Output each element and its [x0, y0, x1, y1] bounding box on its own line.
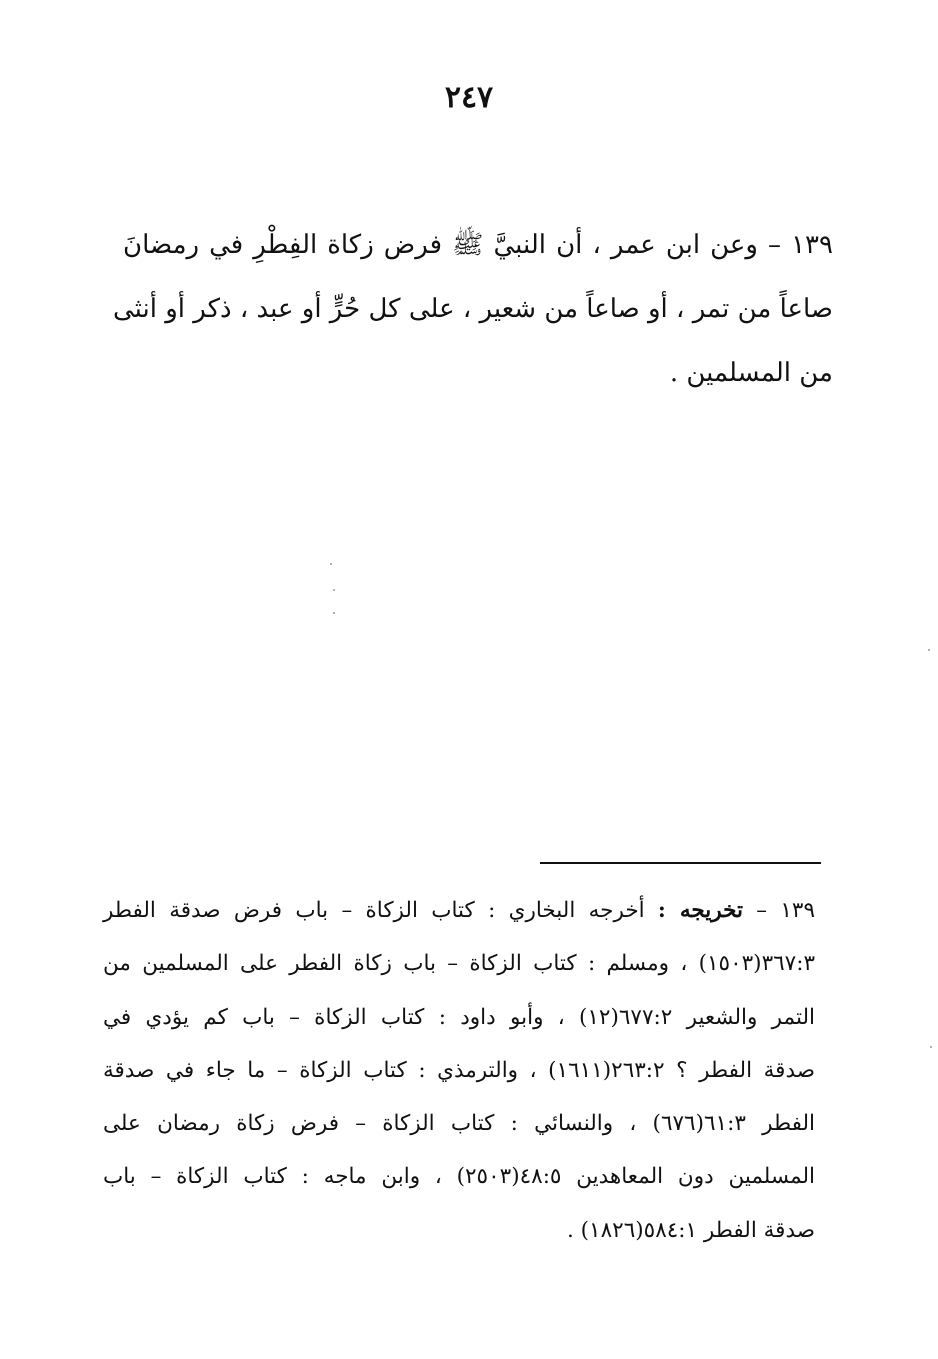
- footnote-line-4: صدقة الفطر ؟ ٢٦٣:٢(١٦١١) ، والترمذي : كتاب الزكاة – ما جاء في صدقة: [103, 1057, 815, 1083]
- footnote-line-5: الفطر ٦١:٣(٦٧٦) ، والنسائي : كتاب الزكاة – فرض زكاة رمضان على: [103, 1111, 816, 1137]
- footnote-line-3: التمر والشعير ٦٧٧:٢(١٢) ، وأبو داود : كتاب الزكاة – باب كم يؤدي في: [103, 1004, 815, 1030]
- footnote-line-6: المسلمين دون المعاهدين ٤٨:٥(٢٥٠٣) ، وابن ماجه : كتاب الزكاة – باب: [103, 1164, 815, 1190]
- hadith-text: [112, 213, 833, 405]
- scan-speck: [333, 612, 335, 614]
- footnote-number: ١٣٩ –: [742, 898, 815, 923]
- footnote-label: تخريجه :: [657, 898, 743, 923]
- footnote-line-1-text: أخرجه البخاري : كتاب الزكاة – باب فرض صدقة الفطر: [103, 898, 658, 923]
- scan-speck: [930, 1046, 932, 1048]
- footnote-separator: [540, 862, 821, 864]
- footnote-line-2: ٣٦٧:٣(١٥٠٣) ، ومسلم : كتاب الزكاة – باب زكاة الفطر على المسلمين من: [103, 951, 815, 977]
- footnote-line-1: [103, 884, 815, 937]
- hadith-line-1: ١٣٩ – وعن ابن عمر ، أن النبيَّ ﷺ فرض زكاة الفِطْرِ في رمضانَ: [123, 230, 833, 260]
- footnote-line-7: صدقة الفطر ٥٨٤:١(١٨٢٦) .: [566, 1217, 815, 1243]
- page-number: ٢٤٧: [444, 80, 494, 115]
- hadith-line-3: من المسلمين .: [669, 358, 833, 388]
- hadith-line-2: صاعاً من تمر ، أو صاعاً من شعير ، على كل حُرٍّ أو عبد ، ذكر أو أنثى: [112, 294, 833, 324]
- scan-speck: [330, 563, 332, 565]
- scan-speck: [928, 649, 930, 651]
- footnote-text: [103, 884, 815, 1257]
- scan-speck: [333, 589, 335, 591]
